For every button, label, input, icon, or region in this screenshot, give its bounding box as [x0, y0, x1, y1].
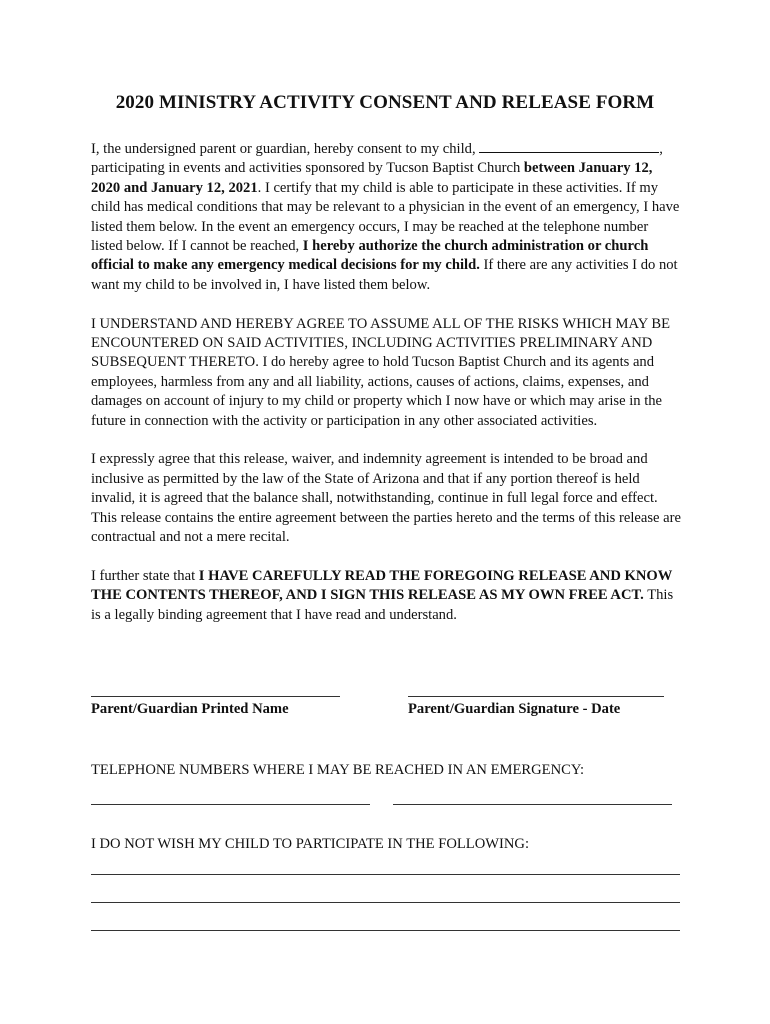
consent-paragraph — [91, 140, 683, 295]
consent-text-activities: If there are any activities I do not want my child to be involved in, I have listed them below. — [91, 257, 678, 293]
child-name-field[interactable] — [479, 140, 659, 153]
consent-text-intro: I, the undersigned parent or guardian, hereby consent to my child, — [91, 141, 480, 157]
acknowledgment-paragraph — [91, 567, 683, 625]
consent-text-conditions: . I certify that my child is able to participate in these activities. If my child has medical conditions that may be relevant to a physician in the event of an emergency, I have listed them below. In the event an emergency occurs, I may be reached at the telephone number listed below. If I cannot be reached, — [91, 179, 680, 255]
form-title: 2020 MINISTRY ACTIVITY CONSENT AND RELEASE FORM — [115, 92, 655, 113]
telephone-line-2[interactable] — [393, 804, 672, 805]
exclusion-line-1[interactable] — [91, 874, 680, 875]
printed-name-label: Parent/Guardian Printed Name — [91, 701, 289, 717]
exclusion-line-3[interactable] — [91, 930, 680, 931]
risk-paragraph: I UNDERSTAND AND HEREBY AGREE TO ASSUME ALL OF THE RISKS WHICH MAY BE ENCOUNTERED ON SAID ACTIVITIES, INCLUDING ACTIVITIES PRELIMINARY AND SUBSEQUENT THERETO. I do hereby agree to hold Tucson Baptist Church and its agents and employees, harmless from any and all liability, actions, causes of actions, claims, expenses, and damages on account of injury to my child or property which I now have or which may arise in the future in connection with the activity or participation in any other associated activities. — [91, 315, 670, 429]
telephone-line-1[interactable] — [91, 804, 370, 805]
acknowledgment-closing: This is a legally binding agreement that I have read and understand. — [91, 587, 674, 623]
exclusions-label: I DO NOT WISH MY CHILD TO PARTICIPATE IN THE FOLLOWING: — [91, 836, 530, 852]
form-body — [91, 140, 683, 645]
consent-authorization: I hereby authorize the church administration or church official to make any emergency medical decisions for my child. — [91, 238, 649, 274]
signature-date-line[interactable] — [408, 696, 664, 697]
exclusion-line-2[interactable] — [91, 902, 680, 903]
printed-name-line[interactable] — [91, 696, 340, 697]
acknowledgment-statement: I HAVE CAREFULLY READ THE FOREGOING RELEASE AND KNOW THE CONTENTS THEREOF, AND I SIGN THIS RELEASE AS MY OWN FREE ACT. — [91, 567, 673, 604]
telephone-label: TELEPHONE NUMBERS WHERE I MAY BE REACHED IN AN EMERGENCY: — [91, 762, 585, 778]
acknowledgment-intro: I further state that — [91, 567, 199, 584]
consent-date-range: between January 12, 2020 and January 12, 2021 — [91, 160, 653, 196]
consent-text-sponsor: , participating in events and activities sponsored by Tucson Baptist Church — [91, 141, 663, 177]
indemnity-paragraph: I expressly agree that this release, waiver, and indemnity agreement is intended to be broad and inclusive as permitted by the law of the State of Arizona and that if any portion thereof is held invalid, it is agreed that the balance shall, notwithstanding, continue in full legal force and effect. This release contains the entire agreement between the parties hereto and the terms of this release are contractual and not a mere recital. — [91, 451, 681, 546]
signature-date-label: Parent/Guardian Signature - Date — [408, 701, 621, 717]
